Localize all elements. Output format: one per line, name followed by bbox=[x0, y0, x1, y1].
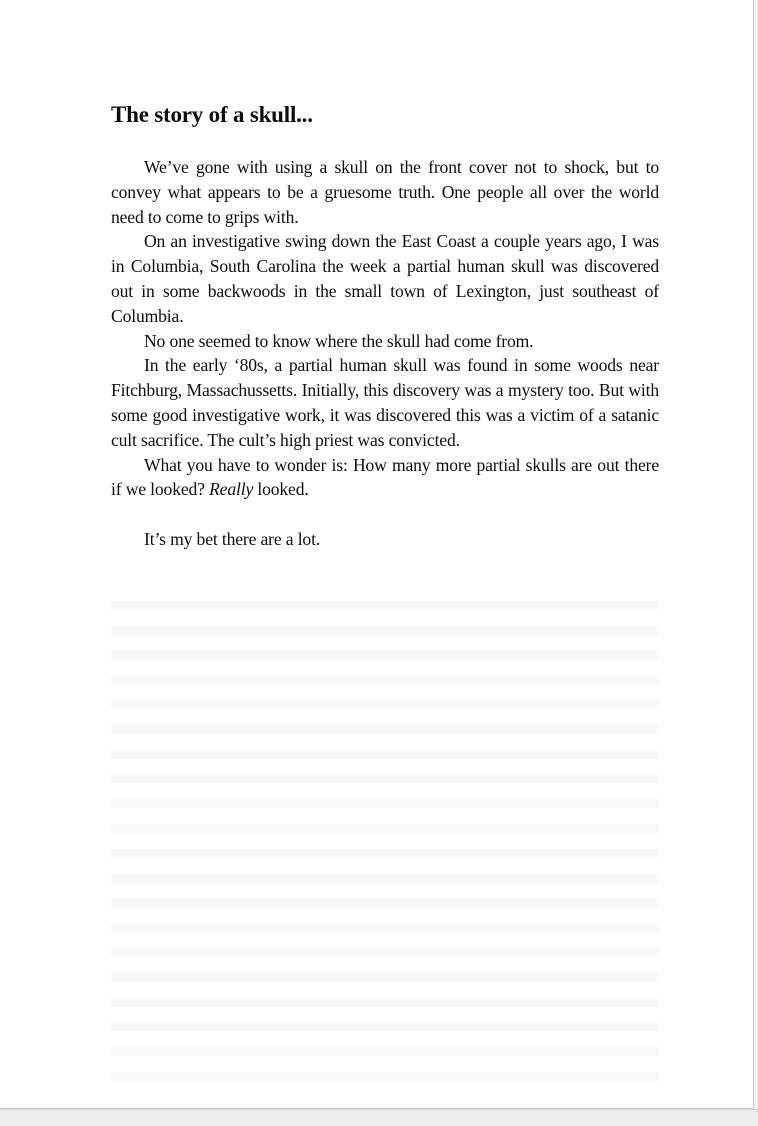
paragraph-3: No one seemed to know where the skull had come from. bbox=[144, 330, 534, 351]
emphasis-text: Really bbox=[209, 479, 254, 500]
viewer-bottom-bar bbox=[0, 1109, 758, 1126]
page-title: The story of a skull... bbox=[111, 102, 313, 127]
paragraph-2: On an investigative swing down the East Coast a couple years ago, I was in Columbia, South Carolina the week a partial human skull was discovered out in some backwoods in the small town of Lexington, just southeast of Columbia. bbox=[111, 231, 659, 326]
paragraph-1: We’ve gone with using a skull on the front cover not to shock, but to convey what appears to be a gruesome truth. One people all over the world need to come to grips with. bbox=[111, 157, 659, 227]
question-text: What you have to wonder is: How many more partial skulls are out there if we looked? bbox=[111, 454, 659, 500]
bleed-through-texture bbox=[111, 585, 659, 1085]
paragraph-5 bbox=[111, 453, 659, 503]
closing-paragraph: It’s my bet there are a lot. bbox=[144, 528, 321, 549]
page-content bbox=[111, 100, 659, 552]
paragraph-4: In the early ‘80s, a partial human skull was found in some woods near Fitchburg, Massachussetts. Initially, this discovery was a mystery too. But with some good investigative work, it was discovered this was a victim of a satanic cult sacrifice. The cult’s high priest was convicted. bbox=[111, 355, 659, 450]
question-end-text: looked. bbox=[253, 479, 309, 500]
